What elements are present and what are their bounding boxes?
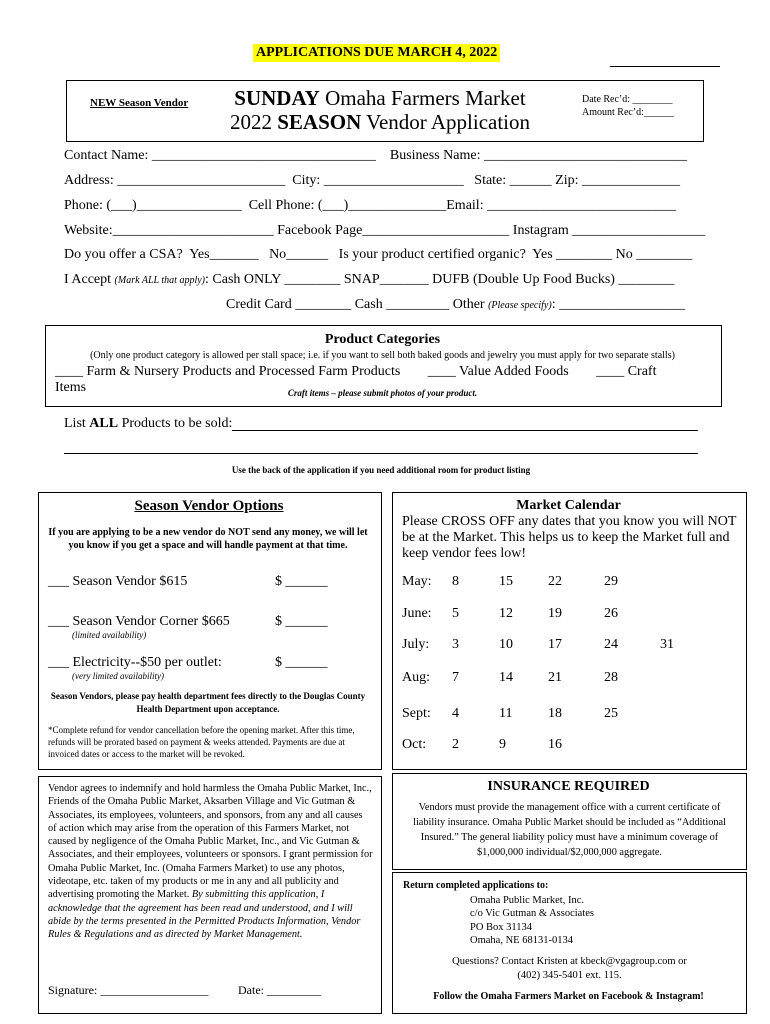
calendar-date[interactable]: 24 xyxy=(604,637,618,652)
health-fee-note: Season Vendors, please pay health department fees directly to the Douglas County Health Department upon acceptance. xyxy=(50,691,366,714)
amount-corner[interactable]: $ ______ xyxy=(275,614,328,629)
amount-electricity[interactable]: $ ______ xyxy=(275,655,328,670)
craft-note: Craft items – please submit photos of your product. xyxy=(287,388,478,398)
option-corner[interactable]: ___ Season Vendor Corner $665 xyxy=(48,614,230,629)
products-field-2[interactable] xyxy=(64,453,698,454)
calendar-month: May: xyxy=(402,574,432,589)
calendar-date[interactable]: 5 xyxy=(452,606,459,621)
calendar-date[interactable]: 29 xyxy=(604,574,618,589)
calendar-date[interactable]: 14 xyxy=(499,670,513,685)
calendar-date[interactable]: 19 xyxy=(548,606,562,621)
address-line-3: PO Box 31134 xyxy=(470,921,533,933)
questions-contact xyxy=(402,955,737,983)
corner-availability: (limited availability) xyxy=(72,630,147,640)
option-electricity[interactable]: ___ Electricity--$50 per outlet: xyxy=(48,655,222,670)
products-label: List ALL Products to be sold: xyxy=(64,416,233,431)
option-season-vendor[interactable]: ___ Season Vendor $615 xyxy=(48,574,188,589)
calendar-date[interactable]: 31 xyxy=(660,637,674,652)
calendar-date[interactable]: 28 xyxy=(604,670,618,685)
calendar-date[interactable]: 17 xyxy=(548,637,562,652)
insurance-title: INSURANCE REQUIRED xyxy=(487,779,650,794)
office-use-line xyxy=(610,65,720,67)
calendar-date[interactable]: 10 xyxy=(499,637,513,652)
calendar-date[interactable]: 22 xyxy=(548,574,562,589)
calendar-date[interactable]: 21 xyxy=(548,670,562,685)
market-calendar-note: Please CROSS OFF any dates that you know you will NOT be at the Market. This helps us to keep the Market full and keep vendor fees low! xyxy=(402,514,737,561)
other-field[interactable]: : __________________ xyxy=(551,297,686,312)
accept-hint: (Mark ALL that apply) xyxy=(114,275,205,286)
address-line-2: c/o Vic Gutman & Associates xyxy=(470,908,594,920)
address-row[interactable]: Address: ________________________ City: ____________________ State: ______ Zip: ______________ xyxy=(64,173,680,188)
calendar-month: July: xyxy=(402,637,430,652)
season-vendor-title: Season Vendor Options xyxy=(134,498,284,514)
contact-business-row[interactable]: Contact Name: ________________________________ Business Name: _____________________________ xyxy=(64,148,687,163)
questions-line-1: Questions? Contact Kristen at kbeck@vgagroup.com or xyxy=(452,956,687,967)
calendar-date[interactable]: 11 xyxy=(499,706,513,721)
signature-field[interactable]: Signature: __________________ xyxy=(48,983,209,997)
address-line-4: Omaha, NE 68131-0134 xyxy=(470,934,573,946)
title-market: Omaha Farmers Market xyxy=(319,86,526,110)
calendar-date[interactable]: 2 xyxy=(452,737,459,752)
accept-options-2[interactable]: Credit Card ________ Cash _________ Other xyxy=(226,297,489,312)
product-categories-title: Product Categories xyxy=(324,332,441,347)
date-field[interactable]: Date: _________ xyxy=(238,983,321,997)
calendar-date[interactable]: 15 xyxy=(499,574,513,589)
phone-email-row[interactable]: Phone: (___)_______________ Cell Phone: (___)______________Email: ___________________________ xyxy=(64,198,677,213)
calendar-date[interactable]: 12 xyxy=(499,606,513,621)
calendar-month: Sept: xyxy=(402,706,431,721)
calendar-date[interactable]: 16 xyxy=(548,737,562,752)
new-vendor-payment-note: If you are applying to be a new vendor do NOT send any money, we will let you know if you get a space and will handle payment at that time. xyxy=(48,527,368,551)
other-hint: (Please specify) xyxy=(488,300,552,311)
refund-note: *Complete refund for vendor cancellation before the opening market. After this time, refunds will be prorated based on payment & weeks attended. Payments are due at invoiced dates or access to the market will be revoked. xyxy=(48,725,355,759)
subtitle-season: SEASON xyxy=(277,110,362,134)
calendar-date[interactable]: 26 xyxy=(604,606,618,621)
office-received xyxy=(582,93,674,119)
subtitle-year: 2022 xyxy=(229,110,278,134)
calendar-month: Aug: xyxy=(402,670,430,685)
amount-received: Amount Rec’d:______ xyxy=(582,107,674,118)
category-farm[interactable]: ____ Farm & Nursery Products and Processed Farm Products xyxy=(55,364,401,379)
insurance-text: Vendors must provide the management office with a current certificate of liability insurance. Omaha Public Market should be included as “Additional Insured.” The general liability policy must have a minimum coverage of $1,000,000 individual/$2,000,000 aggregate. xyxy=(413,802,726,858)
category-value-added[interactable]: ____ Value Added Foods xyxy=(427,364,569,379)
calendar-date[interactable]: 8 xyxy=(452,574,459,589)
product-categories-note: (Only one product category is allowed per stall space; i.e. if you want to sell both baked goods and jewelry you must apply for two separate stalls) xyxy=(90,350,675,361)
amount-season-vendor[interactable]: $ ______ xyxy=(275,574,328,589)
payment-accept-row-2[interactable] xyxy=(226,297,685,313)
csa-organic-row[interactable]: Do you offer a CSA? Yes_______ No______ Is your product certified organic? Yes ________ No ________ xyxy=(64,247,693,262)
electricity-availability: (very limited availability) xyxy=(72,671,164,681)
subtitle-rest: Vendor Application xyxy=(361,110,531,134)
calendar-date[interactable]: 7 xyxy=(452,670,459,685)
calendar-date[interactable]: 18 xyxy=(548,706,562,721)
calendar-date[interactable]: 25 xyxy=(604,706,618,721)
due-date-banner: APPLICATIONS DUE MARCH 4, 2022 xyxy=(253,44,500,62)
market-calendar-title: Market Calendar xyxy=(516,498,621,513)
calendar-date[interactable]: 3 xyxy=(452,637,459,652)
return-title: Return completed applications to: xyxy=(403,880,549,891)
questions-line-2: (402) 345-5401 ext. 115. xyxy=(517,970,622,981)
accept-label: I Accept xyxy=(64,272,115,287)
calendar-month: Oct: xyxy=(402,737,427,752)
date-received: Date Rec’d: ________ xyxy=(582,94,673,105)
title-day: SUNDAY xyxy=(234,86,320,110)
calendar-date[interactable]: 9 xyxy=(499,737,506,752)
payment-accept-row[interactable] xyxy=(64,272,674,288)
address-line-1: Omaha Public Market, Inc. xyxy=(470,895,585,906)
back-page-note: Use the back of the application if you need additional room for product listing xyxy=(231,465,531,475)
page-title xyxy=(150,86,610,134)
return-address xyxy=(470,894,594,947)
social-follow: Follow the Omaha Farmers Market on Facebook & Instagram! xyxy=(433,991,704,1002)
agreement-text: Vendor agrees to indemnify and hold harmless the Omaha Public Market, Inc., Friends of the Omaha Public Market, Aksarben Village and Vic Gutman & Associates, its employees, volunteers, and sponsors, from any and all causes of action which may arise from the operation of this Farmers Market, not caused by negligence of the Omaha Public Market, Inc., and Vic Gutman & Associates, and their employees, volunteers or sponsors. I grant permission for Omaha Public Market, Inc. (Omaha Farmers Market) to use any photos, videotape, etc. taken of my products or me in any and all publicity and advertising promoting the Market. By submitting this application, I acknowledge that the agreement has been read and understood, and I will abide by the terms presented in the Permitted Products Information, Vendor Rules & Regulations and as directed by Market Management. xyxy=(48,783,373,941)
calendar-date[interactable]: 4 xyxy=(452,706,459,721)
web-social-row[interactable]: Website:_______________________ Facebook Page_____________________ Instagram ___________________ xyxy=(64,223,706,238)
calendar-month: June: xyxy=(402,606,432,621)
category-craft[interactable]: ____ Craft Items xyxy=(55,364,657,395)
new-vendor-label: NEW Season Vendor xyxy=(90,97,189,109)
accept-options[interactable]: : Cash ONLY ________ SNAP_______ DUFB (Double Up Food Bucks) ________ xyxy=(205,272,675,287)
products-field-1[interactable] xyxy=(232,430,698,431)
